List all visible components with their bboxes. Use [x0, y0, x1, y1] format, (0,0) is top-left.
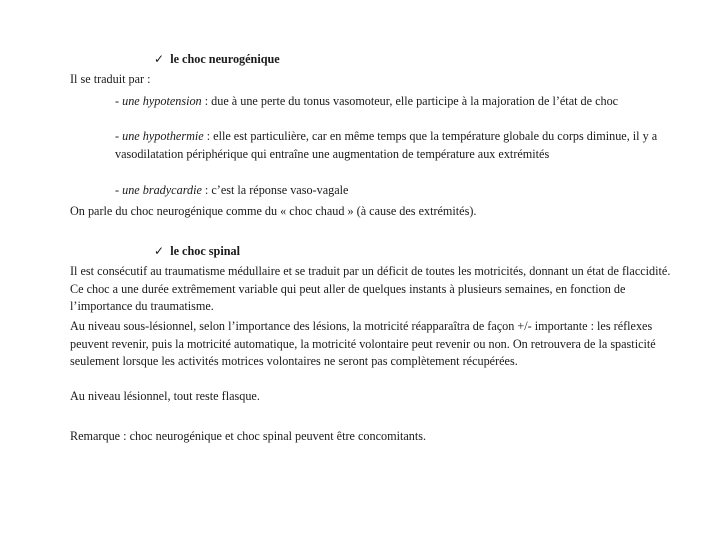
remark-text: Remarque : choc neurogénique et choc spinal peuvent être concomitants. — [70, 429, 427, 443]
list-item: - une hypothermie : elle est particulière, car en même temps que la température globale du corps diminue, il y a vasodilatation périphérique qui entraîne une augmentation de température aux extrémités — [115, 129, 658, 161]
section-title: le choc spinal — [170, 244, 240, 258]
list-item-text: : due à une perte du tonus vasomoteur, elle participe à la majoration de l’état de choc — [201, 94, 619, 108]
list-item: - une bradycardie : c’est la réponse vaso-vagale — [115, 183, 349, 197]
section-heading-choc-spinal — [154, 243, 240, 261]
list-item: - une hypotension : due à une perte du tonus vasomoteur, elle participe à la majoration de l’état de choc — [115, 94, 619, 108]
intro-text: Il se traduit par : — [70, 72, 151, 86]
checkmark-icon: ✓ — [154, 52, 165, 66]
paragraph: Au niveau sous-lésionnel, selon l’importance des lésions, la motricité réapparaîtra de façon +/- importante : les réflexes peuvent revenir, puis la motricité automatique, la motricité volontaire peut revenir ou non. On retrouvera de la spasticité seulement lorsque les activités motrices volontaires ne seront pas complètement récupérées. — [70, 319, 656, 369]
list-item-term: une hypothermie — [122, 129, 204, 143]
section-heading-choc-neurogenique — [154, 51, 280, 69]
conclusion-text: On parle du choc neurogénique comme du « choc chaud » (à cause des extrémités). — [70, 204, 477, 218]
section-title: le choc neurogénique — [170, 52, 280, 66]
paragraph: Il est consécutif au traumatisme médullaire et se traduit par un déficit de toutes les motricités, donnant un état de flaccidité. Ce choc a une durée extrêmement variable qui peut aller de quelques instants à plusieurs semaines, en fonction de l’importance du traumatisme. — [70, 264, 671, 314]
paragraph: Au niveau lésionnel, tout reste flasque. — [70, 389, 260, 403]
list-item-term: une hypotension — [122, 94, 202, 108]
list-item-text: : c’est la réponse vaso-vagale — [201, 183, 349, 197]
checkmark-icon: ✓ — [154, 244, 165, 258]
list-item-term: une bradycardie — [122, 183, 202, 197]
list-item-text: : elle est particulière, car en même temps que la température globale du corps diminue, il y a vasodilatation périphérique qui entraîne une augmentation de température aux extrémités — [115, 129, 658, 161]
